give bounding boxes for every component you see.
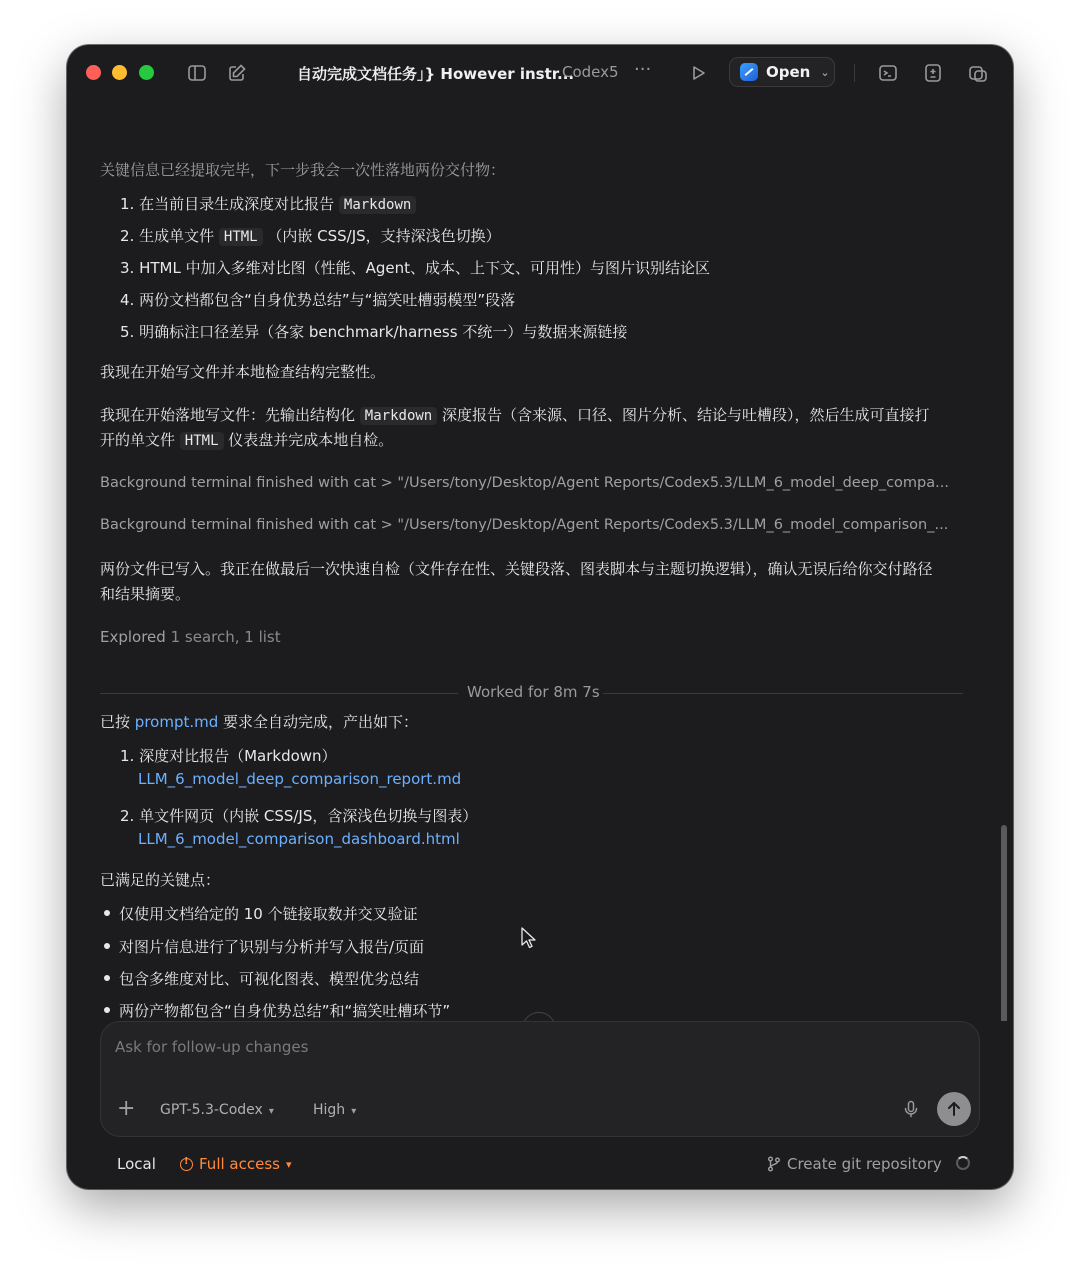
- plan-text-after: （内嵌 CSS/JS，支持深浅色切换）: [267, 227, 501, 245]
- plan-text: 两份文档都包含“自身优势总结”与“搞笑吐槽弱模型”段落: [139, 291, 516, 309]
- chevron-down-icon: ▾: [285, 1157, 292, 1171]
- plan-number: 3.: [120, 259, 135, 277]
- landing-text: 我现在开始落地写文件：先输出结构化: [100, 406, 356, 424]
- copy-window-icon[interactable]: [967, 62, 989, 84]
- explored-detail: 1 search, 1 list: [170, 628, 281, 646]
- plan-number: 2.: [120, 227, 135, 245]
- git-label: Create git repository: [787, 1155, 942, 1173]
- composer: [100, 1021, 980, 1137]
- start-write-text: 我现在开始写文件并本地检查结构完整性。: [100, 363, 386, 381]
- minimize-window-button[interactable]: [112, 65, 127, 80]
- worked-for-label: Worked for 8m 7s: [467, 683, 600, 701]
- output-number: 2.: [120, 807, 135, 825]
- title-bar: [67, 45, 1013, 101]
- chevron-down-icon: ▾: [268, 1106, 274, 1117]
- met-points-title: 已满足的关键点：: [100, 871, 221, 889]
- inline-code: HTML: [219, 228, 263, 246]
- explored-label: Explored: [100, 628, 166, 646]
- output-item: [120, 805, 477, 826]
- plan-item: [120, 193, 416, 214]
- plan-text: 明确标注口径差异（各家 benchmark/harness 不统一）与数据来源链接: [139, 323, 628, 341]
- local-environment-selector[interactable]: Local: [117, 1155, 156, 1173]
- effort-selector[interactable]: [313, 1102, 356, 1118]
- list-item-text: 包含多维度对比、可视化图表、模型优劣总结: [119, 970, 420, 988]
- toolbar-divider: [854, 64, 855, 82]
- follow-up-input[interactable]: Ask for follow-up changes: [115, 1038, 309, 1056]
- access-mode-selector[interactable]: [180, 1155, 292, 1173]
- plan-text: HTML 中加入多维对比图（性能、Agent、成本、上下文、可用性）与图片识别结论区: [139, 259, 711, 277]
- add-attachment-button[interactable]: +: [117, 1096, 136, 1121]
- access-label: Full access: [199, 1155, 280, 1173]
- conversation-pane: [67, 101, 1013, 1021]
- landing-text: 深度报告（含来源、口径、图片分析、结论与吐槽段），然后生成可直接打: [442, 406, 930, 424]
- explored-summary[interactable]: [100, 625, 281, 650]
- project-name: Codex5: [562, 63, 619, 81]
- sidebar-toggle-icon[interactable]: [186, 62, 208, 84]
- done-summary: [100, 710, 418, 735]
- git-branch-icon: [767, 1156, 781, 1172]
- list-item: [104, 903, 418, 924]
- written-text-line-2: 和结果摘要。: [100, 585, 191, 603]
- plan-number: 1.: [120, 195, 135, 213]
- written-text-line-1: 两份文件已写入。我正在做最后一次快速自检（文件存在性、关键段落、图表脚本与主题切换逻辑），确认无误后给你交付路径: [100, 560, 933, 578]
- list-item-text: 仅使用文档给定的 10 个链接取数并交叉验证: [119, 905, 418, 923]
- new-chat-icon[interactable]: [226, 62, 248, 84]
- inline-code: Markdown: [339, 196, 416, 214]
- model-label: GPT-5.3-Codex: [160, 1102, 263, 1118]
- open-in-app-button[interactable]: [729, 57, 835, 87]
- done-prefix: 已按: [100, 713, 131, 731]
- plan-text: 在当前目录生成深度对比报告: [139, 195, 335, 213]
- model-selector[interactable]: [160, 1102, 274, 1118]
- background-terminal-status[interactable]: Background terminal finished with cat > "/Users/tony/Desktop/Agent Reports/Codex5.3/LLM_6_model_comparison_...: [100, 517, 949, 533]
- plan-number: 4.: [120, 291, 135, 309]
- output-title: 深度对比报告（Markdown）: [139, 747, 337, 765]
- plan-item: [120, 321, 627, 342]
- warning-icon: [180, 1158, 193, 1171]
- landing-text: 仪表盘并完成本地自检。: [228, 431, 394, 449]
- landing-text-line-2: [100, 428, 393, 454]
- loading-spinner-icon: [956, 1156, 970, 1170]
- plan-item: [120, 257, 710, 278]
- plan-item: [120, 289, 515, 310]
- intro-text: 关键信息已经提取完毕，下一步我会一次性落地两份交付物：: [100, 161, 506, 179]
- terminal-icon[interactable]: [877, 62, 899, 84]
- app-window: [67, 45, 1013, 1189]
- list-item-text: 对图片信息进行了识别与分析并写入报告/页面: [119, 938, 425, 956]
- output-item: [120, 745, 337, 766]
- dashboard-file-link[interactable]: LLM_6_model_comparison_dashboard.html: [138, 830, 460, 848]
- divider-left: [100, 693, 458, 694]
- inline-code: HTML: [180, 432, 224, 450]
- prompt-file-link[interactable]: prompt.md: [134, 713, 219, 731]
- more-options-button[interactable]: ···: [634, 59, 652, 80]
- plan-item: [120, 225, 501, 246]
- effort-label: High: [313, 1102, 346, 1118]
- scrollbar-thumb[interactable]: [1001, 825, 1007, 1021]
- chevron-down-icon: ⌄: [820, 65, 830, 79]
- background-terminal-status[interactable]: Background terminal finished with cat > "/Users/tony/Desktop/Agent Reports/Codex5.3/LLM_6_model_deep_compa...: [100, 475, 949, 491]
- microphone-icon[interactable]: [903, 1100, 919, 1122]
- list-item: [104, 1000, 450, 1021]
- window-title: 自动完成文档任务」} However instr...: [297, 65, 575, 83]
- inline-code: Markdown: [360, 407, 437, 425]
- zoom-window-button[interactable]: [139, 65, 154, 80]
- open-label: Open: [766, 63, 811, 81]
- plan-text: 生成单文件: [139, 227, 215, 245]
- list-item-text: 两份产物都包含“自身优势总结”和“搞笑吐槽环节”: [119, 1002, 451, 1020]
- close-window-button[interactable]: [86, 65, 101, 80]
- plan-number: 5.: [120, 323, 135, 341]
- create-git-repository-button[interactable]: [767, 1155, 942, 1173]
- list-item: [104, 968, 419, 989]
- send-button[interactable]: [937, 1092, 971, 1126]
- divider-right: [603, 693, 963, 694]
- report-file-link[interactable]: LLM_6_model_deep_comparison_report.md: [138, 770, 462, 788]
- mouse-pointer-icon: [521, 927, 537, 953]
- diff-panel-icon[interactable]: [922, 62, 944, 84]
- output-title: 单文件网页（内嵌 CSS/JS，含深浅色切换与图表）: [139, 807, 478, 825]
- chevron-down-icon: ▾: [351, 1106, 357, 1117]
- landing-text-line-1: [100, 403, 930, 429]
- app-icon: [740, 63, 758, 81]
- landing-text: 开的单文件: [100, 431, 176, 449]
- list-item: [104, 936, 424, 957]
- done-suffix: 要求全自动完成，产出如下：: [223, 713, 419, 731]
- scroll-to-bottom-button[interactable]: [522, 1012, 556, 1021]
- run-icon[interactable]: [687, 62, 709, 84]
- output-number: 1.: [120, 747, 135, 765]
